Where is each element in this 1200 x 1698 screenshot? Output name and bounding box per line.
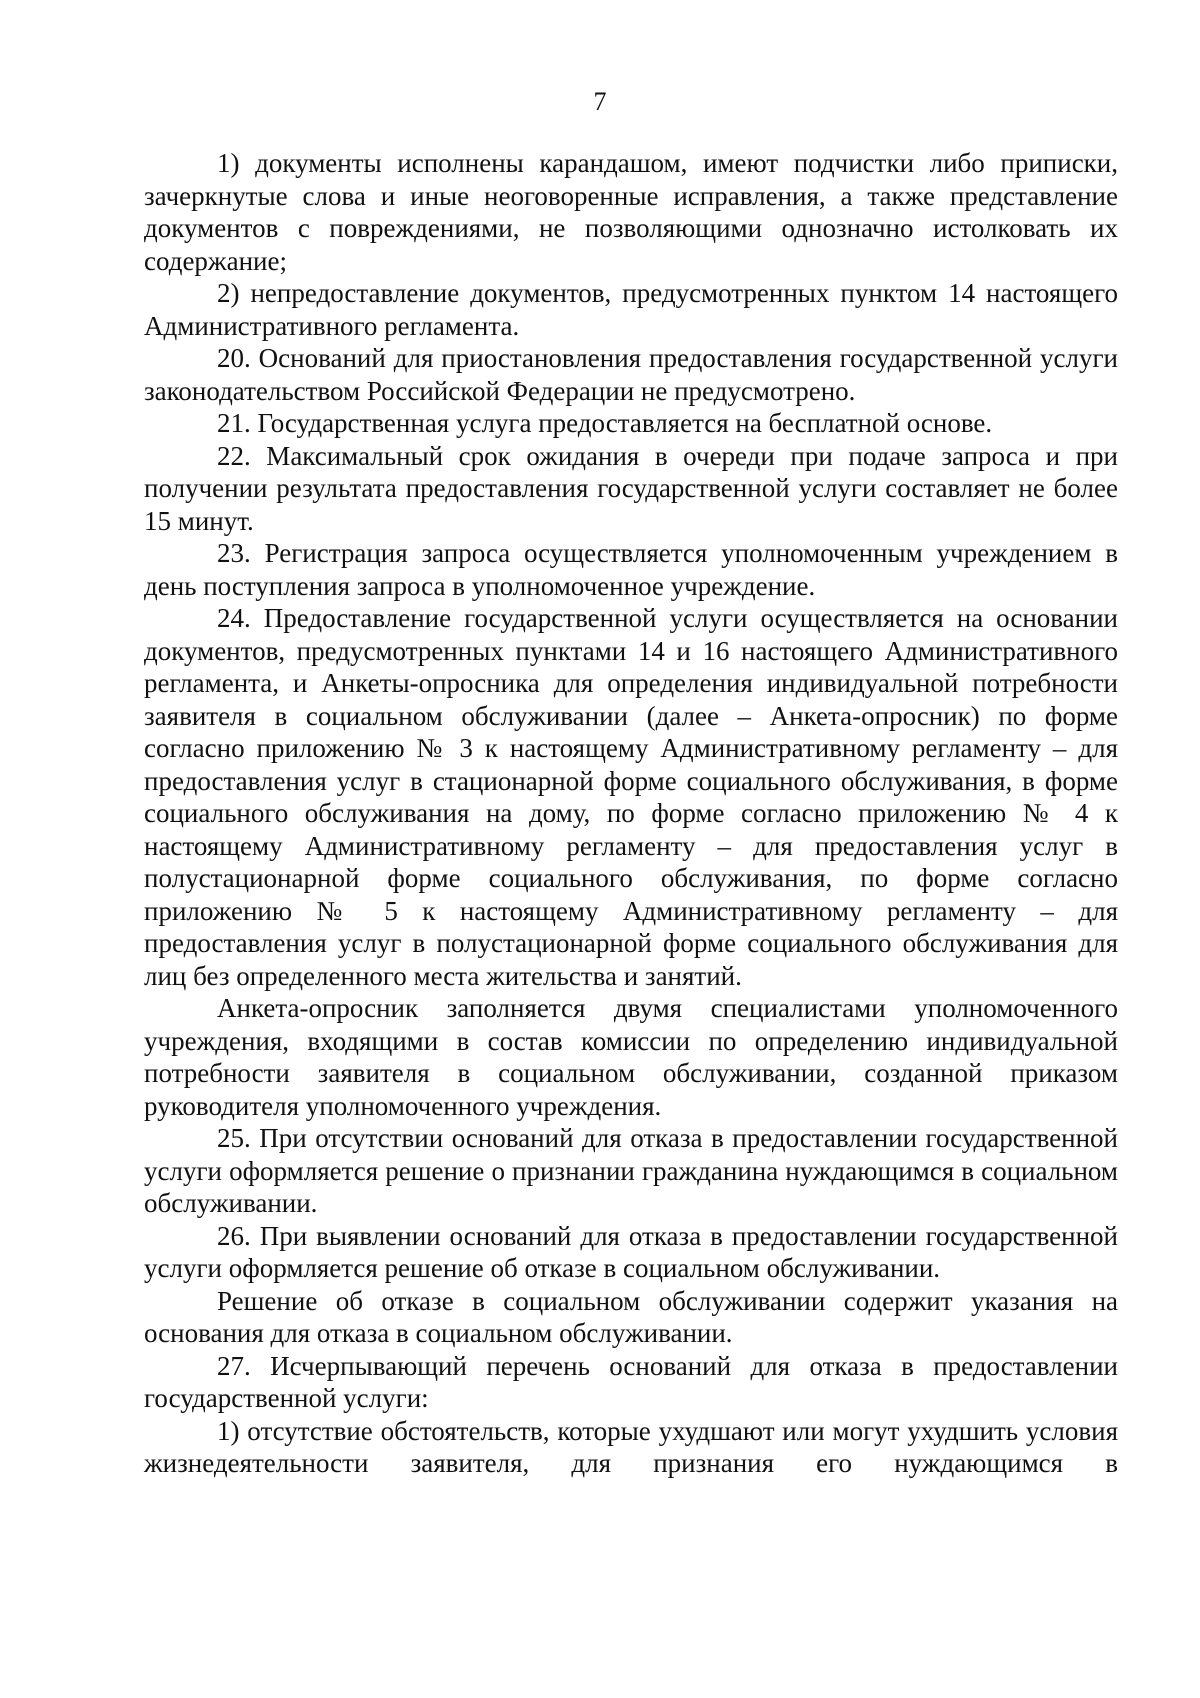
paragraph-23: 23. Регистрация запроса осуществляется уполномоченным учреждением в день поступления запроса в уполномоченное учреждение.	[144, 538, 1118, 601]
body-text	[144, 147, 1118, 1480]
paragraph-27-item-1: 1) отсутствие обстоятельств, которые ухудшают или могут ухудшить условия жизнедеятельности заявителя, для признания его нуждающимся в	[144, 1415, 1118, 1478]
paragraph-refusal-decision: Решение об отказе в социальном обслуживании содержит указания на основания для отказа в социальном обслуживании.	[144, 1285, 1118, 1348]
page-number: 7	[593, 87, 607, 116]
paragraph-1: 1) документы исполнены карандашом, имеют подчистки либо приписки, зачеркнутые слова и иные неоговоренные исправления, а также представление документов с повреждениями, не позволяющими однозначно истолковать их содержание;	[144, 148, 1118, 276]
paragraph-26: 26. При выявлении оснований для отказа в предоставлении государственной услуги оформляется решение об отказе в социальном обслуживании.	[144, 1220, 1118, 1283]
paragraph-25: 25. При отсутствии оснований для отказа в предоставлении государственной услуги оформляется решение о признании гражданина нуждающимся в социальном обслуживании.	[144, 1123, 1118, 1218]
paragraph-anketa: Анкета-опросник заполняется двумя специалистами уполномоченного учреждения, входящими в состав комиссии по определению индивидуальной потребности заявителя в социальном обслуживании, созданной приказом руководителя уполномоченного учреждения.	[144, 993, 1118, 1121]
paragraph-21: 21. Государственная услуга предоставляется на бесплатной основе.	[217, 408, 993, 438]
paragraph-24: 24. Предоставление государственной услуги осуществляется на основании документов, предусмотренных пунктами 14 и 16 настоящего Административного регламента, и Анкеты-опросника для определения индивидуальной потребности заявителя в социальном обслуживании (далее – Анкета-опросник) по форме согласно приложению № 3 к настоящему Административному регламенту – для предоставления услуг в стационарной форме социального обслуживания, в форме социального обслуживания на дому, по форме согласно приложению № 4 к настоящему Административному регламенту – для предоставления услуг в полустационарной форме социального обслуживания, по форме согласно приложению № 5 к настоящему Административному регламенту – для предоставления услуг в полустационарной форме социального обслуживания для лиц без определенного места жительства и занятий.	[144, 603, 1118, 991]
paragraph-27: 27. Исчерпывающий перечень оснований для отказа в предоставлении государственной услуги:	[144, 1350, 1118, 1413]
paragraph-22: 22. Максимальный срок ожидания в очереди при подаче запроса и при получении результата предоставления государственной услуги составляет не более 15 минут.	[144, 440, 1118, 536]
paragraph-20: 20. Оснований для приостановления предоставления государственной услуги законодательством Российской Федерации не предусмотрено.	[144, 343, 1118, 406]
paragraph-2: 2) непредоставление документов, предусмотренных пунктом 14 настоящего Административного регламента.	[144, 278, 1118, 341]
